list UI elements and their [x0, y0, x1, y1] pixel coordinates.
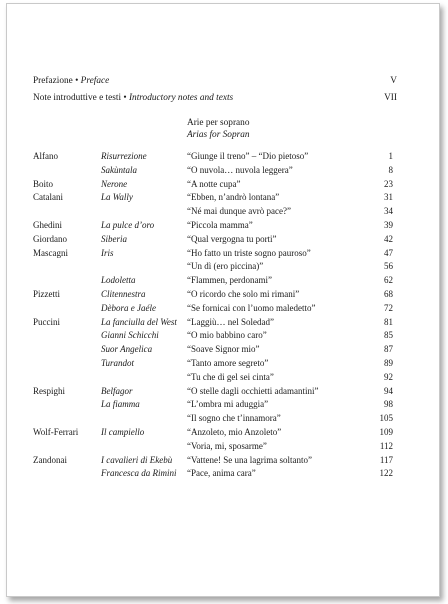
page-number: 89	[384, 358, 393, 368]
opera-title: Suor Angelica	[101, 344, 153, 355]
toc-row	[7, 398, 439, 410]
opera-title: Turandot	[101, 358, 135, 368]
composer-name: Giordano	[33, 233, 67, 244]
aria-title: “Laggiù… nel Soledad”	[187, 316, 274, 327]
toc-row	[7, 426, 439, 438]
opera-title: Sakùntala	[101, 164, 137, 175]
document-page	[6, 3, 440, 597]
aria-title: “Flammen, perdonami”	[187, 275, 272, 286]
toc-row	[7, 343, 439, 355]
toc-row	[7, 260, 439, 272]
section-title-en: Arias for Sopran	[187, 129, 250, 140]
opera-title: Lodoletta	[101, 275, 136, 286]
page-number: 109	[379, 427, 393, 437]
aria-title: “Voria, mi, sposarme”	[187, 440, 267, 451]
aria-title: “Pace, anima cara”	[187, 468, 256, 479]
toc-row	[7, 357, 439, 369]
page-number: 122	[379, 468, 393, 479]
toc-row	[7, 247, 439, 259]
aria-title: “Vattene! Se una lagrima soltanto”	[187, 454, 312, 465]
page-number: 94	[384, 385, 393, 396]
aria-title: “Tu che di gel sei cinta”	[187, 371, 274, 382]
opera-title: Il campiello	[101, 427, 145, 437]
page-number: 72	[384, 302, 393, 313]
opera-title: Siberia	[101, 233, 127, 244]
aria-title: “A notte cupa”	[187, 178, 241, 189]
opera-title: Gianni Schicchi	[101, 330, 159, 341]
toc-row	[7, 178, 439, 190]
page-number: 81	[384, 316, 393, 327]
toc-row	[7, 274, 439, 286]
page-number: 92	[384, 371, 393, 382]
opera-title: La fanciulla del West	[101, 316, 177, 327]
page-number: 87	[384, 344, 393, 355]
composer-name: Alfano	[33, 151, 58, 161]
aria-title: “Ebben, n’andrò lontana”	[187, 192, 280, 203]
toc-row	[7, 302, 439, 314]
page-number: 8	[388, 164, 393, 175]
page-number: 39	[384, 220, 393, 230]
front-matter-preface	[33, 76, 397, 86]
toc-row	[7, 150, 439, 162]
page-number: 47	[384, 247, 393, 258]
toc-row	[7, 316, 439, 328]
toc-row	[7, 191, 439, 203]
aria-title: “Piccola mamma”	[187, 220, 253, 230]
composer-name: Zandonai	[33, 454, 67, 465]
aria-title: “O stelle dagli occhietti adamantini”	[187, 385, 319, 396]
front-matter-page: VII	[384, 93, 397, 103]
toc-row	[7, 440, 439, 452]
front-matter-label: Note introduttive e testi • Introductory notes and texts	[33, 93, 234, 103]
opera-title: La pulce d’oro	[101, 220, 155, 230]
aria-title: “Soave Signor mio”	[187, 344, 260, 355]
toc-row	[7, 233, 439, 245]
page-number: 68	[384, 289, 393, 299]
toc-row	[7, 164, 439, 176]
aria-title: “Tanto amore segreto”	[187, 358, 269, 368]
page-number: 56	[384, 261, 393, 272]
opera-title: Nerone	[101, 178, 128, 189]
aria-title: “O nuvola… nuvola leggera”	[187, 164, 293, 175]
toc-row	[7, 219, 439, 231]
toc-row	[7, 371, 439, 383]
aria-title: “Giunge il treno” – “Dio pietoso”	[187, 151, 309, 161]
front-matter-label: Prefazione • Preface	[33, 76, 110, 86]
aria-title: “Qual vergogna tu porti”	[187, 233, 277, 244]
page-number: 31	[384, 192, 393, 203]
toc-row	[7, 205, 439, 217]
page-number: 42	[384, 233, 393, 244]
aria-title: “O mio babbino caro”	[187, 330, 267, 341]
composer-name: Mascagni	[33, 247, 68, 258]
composer-name: Respighi	[33, 385, 66, 396]
toc-row	[7, 385, 439, 397]
opera-title: Clitennestra	[101, 289, 146, 299]
section-title-it: Arie per soprano	[187, 118, 250, 128]
opera-title: La Wally	[101, 192, 133, 203]
page-number: 1	[388, 151, 393, 161]
toc-row	[7, 329, 439, 341]
page-number: 105	[379, 413, 393, 424]
aria-title: “Se fornicai con l’uomo maledetto”	[187, 302, 316, 313]
page-number: 117	[379, 454, 393, 465]
composer-name: Ghedini	[33, 220, 62, 230]
page-number: 85	[384, 330, 393, 341]
aria-title: “Un dì (ero piccina)”	[187, 261, 264, 272]
opera-title: La fiamma	[101, 399, 140, 410]
aria-title: “Il sogno che t’innamora”	[187, 413, 281, 424]
front-matter-notes	[33, 93, 397, 103]
opera-title: Belfagor	[101, 385, 133, 396]
opera-title: Francesca da Rimini	[101, 468, 177, 479]
toc-row	[7, 454, 439, 466]
toc-row	[7, 412, 439, 424]
composer-name: Wolf-Ferrari	[33, 427, 79, 437]
aria-title: “O ricordo che solo mi rimani”	[187, 289, 300, 299]
toc-row	[7, 288, 439, 300]
page-number: 23	[384, 178, 393, 189]
opera-title: I cavalieri di Ekebù	[101, 454, 173, 465]
aria-title: “Anzoleto, mio Anzoleto”	[187, 427, 282, 437]
page-number: 34	[384, 206, 393, 217]
composer-name: Catalani	[33, 192, 63, 203]
opera-title: Dèbora e Jaéle	[101, 302, 156, 313]
opera-title: Risurrezione	[101, 151, 147, 161]
composer-name: Puccini	[33, 316, 60, 327]
aria-title: “Né mai dunque avrò pace?”	[187, 206, 291, 217]
front-matter-page: V	[390, 76, 397, 86]
composer-name: Pizzetti	[33, 289, 60, 299]
aria-title: “L’ombra mi aduggia”	[187, 399, 269, 410]
section-heading	[187, 118, 250, 141]
page-number: 62	[384, 275, 393, 286]
composer-name: Boito	[33, 178, 54, 189]
aria-title: “Ho fatto un triste sogno pauroso”	[187, 247, 311, 258]
page-number: 98	[384, 399, 393, 410]
opera-title: Iris	[101, 247, 114, 258]
toc-row	[7, 467, 439, 479]
page-number: 112	[379, 440, 393, 451]
